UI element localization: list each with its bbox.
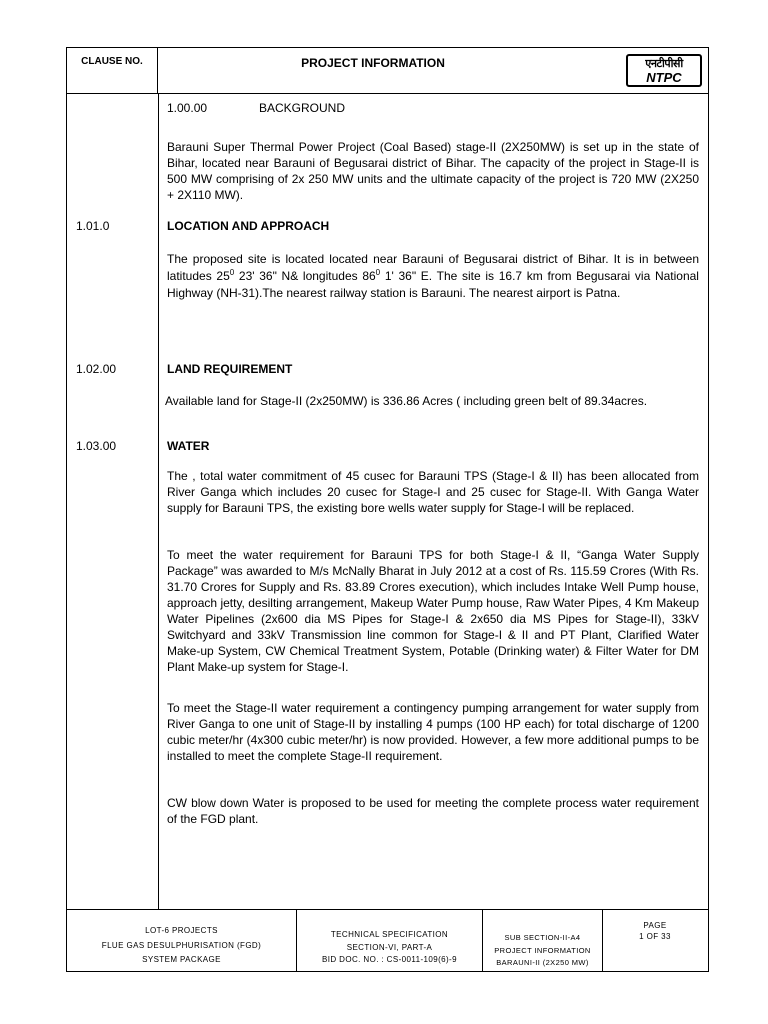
footer-project-line: LOT-6 PROJECTS — [145, 926, 218, 935]
water-paragraph-1: The , total water commitment of 45 cusec for Barauni TPS (Stage-I & II) has been allocated from River Ganga which includes 20 cusec for Stage-I and 25 cusec for Stage-II. With Ganga Water supply for Barauni TPS, the existing bore wells water supply for Stage-I will be replaced. — [167, 469, 699, 515]
location-paragraph: The proposed site is located located near Barauni of Begusarai district of Bihar. It is in between latitudes $25^0$ 23' 36" N& longitudes $86^0$ 1' 36" E. The site is 16.7 km from Begusarai via National Highway (NH-31).The nearest railway station is Barauni. The nearest airport is Patna. — [167, 252, 699, 300]
clause-column-divider — [158, 94, 159, 909]
page-label: PAGE — [643, 921, 667, 930]
document-header — [66, 47, 709, 94]
footer-spec-cell — [297, 910, 483, 971]
land-paragraph: Available land for Stage-II (2x250MW) is 336.86 Acres ( including green belt of 89.34acres. — [165, 394, 648, 408]
footer-page-cell — [603, 910, 707, 971]
section-heading-location: LOCATION AND APPROACH — [167, 219, 330, 233]
section-number: 1.00.00 — [167, 101, 208, 115]
footer-project-line: SYSTEM PACKAGE — [142, 955, 221, 964]
footer-subsection-line: BARAUNI-II (2X250 MW) — [496, 958, 589, 967]
page-number: 1 OF 33 — [639, 932, 671, 941]
page-title: PROJECT INFORMATION — [301, 56, 445, 70]
footer-project-line: FLUE GAS DESULPHURISATION (FGD) — [101, 940, 262, 950]
water-paragraph-2: To meet the water requirement for Barauni TPS for both Stage-I & II, “Ganga Water Supply Package” was awarded to M/s McNally Bharat in July 2012 at a cost of Rs. 115.59 Crores (With Rs. 31.70 Crores for Supply and Rs. 83.89 Crores execution), which includes Intake Well Pump house, approach jetty, desilting arrangement, Makeup Water Pump house, Raw Water Pipes, 4 Km Makeup Water Pipelines (2x600 dia MS Pipes for Stage-I & 2x650 dia MS Pipes for Stage-II), 33kV Switchyard and 33kV Transmission line common for Stage-I & II and PT Plant, Clarified Water Make-up System, CW Chemical Treatment System, Potable (Drinking water) & Filter Water for DM Plant Make-up system for Stage-I. — [167, 548, 699, 674]
section-background-heading — [167, 101, 346, 115]
section-number-location: 1.01.0 — [76, 219, 110, 233]
footer-subsection-line: SUB SECTION-II-A4 — [504, 933, 581, 942]
section-number-water: 1.03.00 — [76, 439, 117, 453]
water-paragraph-4: CW blow down Water is proposed to be used for meeting the complete process water requirement of the FGD plant. — [167, 796, 699, 826]
footer-project-cell — [67, 910, 297, 971]
water-paragraph-3: To meet the Stage-II water requirement a contingency pumping arrangement for water supply from River Ganga to one unit of Stage-II by installing 4 pumps (100 HP each) for total discharge of 1200 cubic meter/hr (4x300 cubic meter/hr) is now provided. However, a few more additional pumps to be installed to meet the complete Stage-II requirement. — [167, 701, 699, 763]
section-heading-land: LAND REQUIREMENT — [167, 362, 293, 376]
section-number-land: 1.02.00 — [76, 362, 117, 376]
logo-text: NTPC — [646, 70, 682, 85]
background-paragraph: Barauni Super Thermal Power Project (Coal Based) stage-II (2X250MW) is set up in the state of Bihar, located near Barauni of Begusarai district of Bihar. The capacity of the project in Stage-II is 500 MW comprising of 2x 250 MW units and the ultimate capacity of the project is 720 MW (2X250 + 2X110 MW). — [167, 140, 699, 202]
footer-spec-line: SECTION-VI, PART-A — [346, 942, 433, 952]
section-heading-water: WATER — [167, 439, 210, 453]
clause-no-label: CLAUSE NO. — [67, 48, 158, 93]
footer-spec-line: TECHNICAL SPECIFICATION — [330, 930, 449, 939]
section-heading: BACKGROUND — [259, 101, 346, 115]
document-footer — [66, 909, 709, 972]
footer-subsection-line: PROJECT INFORMATION — [494, 945, 591, 955]
logo-hindi-text: एनटीपीसी — [645, 57, 683, 70]
footer-bid-doc: BID DOC. NO. : CS-0011-109(6)-9 — [322, 955, 457, 964]
footer-subsection-cell — [483, 910, 603, 971]
ntpc-logo — [626, 54, 702, 87]
